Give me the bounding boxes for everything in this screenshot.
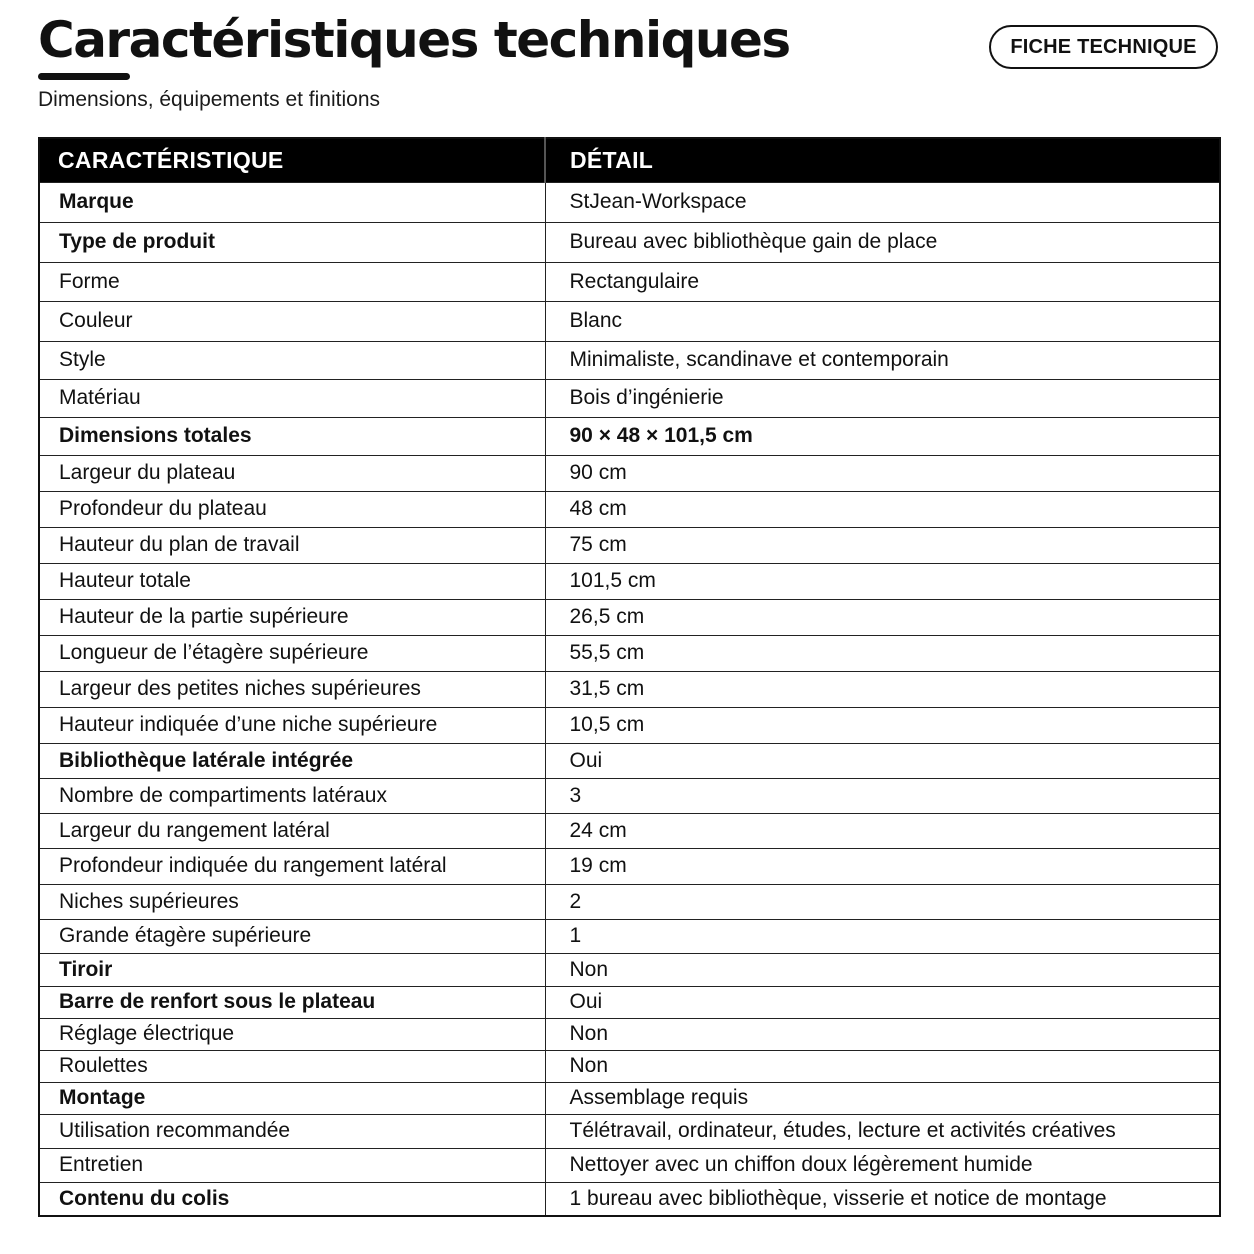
table-row [39, 1114, 1220, 1148]
spec-label: Hauteur indiquée d’une niche supérieure [39, 707, 545, 743]
specs-table [38, 137, 1221, 1217]
table-row [39, 1018, 1220, 1050]
fiche-technique-badge: FICHE TECHNIQUE [989, 25, 1218, 69]
spec-value: Nettoyer avec un chiffon doux légèrement humide [545, 1148, 1220, 1182]
spec-label: Hauteur de la partie supérieure [39, 599, 545, 635]
spec-value: Télétravail, ordinateur, études, lecture et activités créatives [545, 1114, 1220, 1148]
spec-value: 90 × 48 × 101,5 cm [545, 417, 1220, 455]
page-subtitle: Dimensions, équipements et finitions [38, 88, 381, 111]
table-row [39, 635, 1220, 671]
column-header-caracteristique: CARACTÉRISTIQUE [39, 138, 545, 182]
table-row [39, 671, 1220, 707]
spec-label: Tiroir [39, 953, 545, 986]
table-row [39, 743, 1220, 778]
spec-label: Entretien [39, 1148, 545, 1182]
table-row [39, 599, 1220, 635]
spec-label: Montage [39, 1082, 545, 1114]
spec-label: Largeur des petites niches supérieures [39, 671, 545, 707]
spec-label: Nombre de compartiments latéraux [39, 778, 545, 813]
spec-value: Non [545, 953, 1220, 986]
spec-label: Niches supérieures [39, 884, 545, 919]
table-row [39, 417, 1220, 455]
spec-label: Profondeur du plateau [39, 491, 545, 527]
spec-value: 19 cm [545, 848, 1220, 884]
spec-label: Profondeur indiquée du rangement latéral [39, 848, 545, 884]
spec-label: Contenu du colis [39, 1182, 545, 1216]
table-row [39, 919, 1220, 953]
table-row [39, 222, 1220, 262]
spec-label: Forme [39, 262, 545, 301]
table-row [39, 953, 1220, 986]
spec-value: Rectangulaire [545, 262, 1220, 301]
header-row [39, 138, 1220, 182]
spec-value: 1 bureau avec bibliothèque, visserie et notice de montage [545, 1182, 1220, 1216]
spec-label: Barre de renfort sous le plateau [39, 986, 545, 1018]
spec-value: Non [545, 1018, 1220, 1050]
table-row [39, 778, 1220, 813]
spec-value: Minimaliste, scandinave et contemporain [545, 341, 1220, 379]
spec-label: Matériau [39, 379, 545, 417]
spec-label: Dimensions totales [39, 417, 545, 455]
spec-label: Roulettes [39, 1050, 545, 1082]
table-row [39, 527, 1220, 563]
table-row [39, 455, 1220, 491]
table-row [39, 986, 1220, 1018]
spec-value: 2 [545, 884, 1220, 919]
spec-value: 10,5 cm [545, 707, 1220, 743]
table-row [39, 1050, 1220, 1082]
page-title: Caractéristiques techniques [38, 11, 790, 69]
spec-label: Utilisation recommandée [39, 1114, 545, 1148]
table-row [39, 1182, 1220, 1216]
spec-label: Hauteur totale [39, 563, 545, 599]
spec-label: Marque [39, 182, 545, 222]
table-row [39, 491, 1220, 527]
spec-value: 24 cm [545, 813, 1220, 848]
spec-label: Longueur de l’étagère supérieure [39, 635, 545, 671]
specs-table-body [39, 182, 1220, 1216]
table-row [39, 848, 1220, 884]
table-row [39, 379, 1220, 417]
spec-label: Type de produit [39, 222, 545, 262]
table-row [39, 884, 1220, 919]
spec-value: Oui [545, 986, 1220, 1018]
spec-label: Style [39, 341, 545, 379]
table-row [39, 707, 1220, 743]
title-underline [38, 73, 130, 80]
table-row [39, 563, 1220, 599]
spec-value: 90 cm [545, 455, 1220, 491]
spec-value: Bureau avec bibliothèque gain de place [545, 222, 1220, 262]
column-header-detail: DÉTAIL [545, 138, 1220, 182]
spec-label: Grande étagère supérieure [39, 919, 545, 953]
spec-value: Assemblage requis [545, 1082, 1220, 1114]
table-row [39, 182, 1220, 222]
table-row [39, 262, 1220, 301]
spec-value: Non [545, 1050, 1220, 1082]
table-row [39, 813, 1220, 848]
spec-value: 75 cm [545, 527, 1220, 563]
table-row [39, 341, 1220, 379]
spec-value: 1 [545, 919, 1220, 953]
spec-label: Couleur [39, 301, 545, 341]
spec-value: Bois d’ingénierie [545, 379, 1220, 417]
spec-value: StJean-Workspace [545, 182, 1220, 222]
table-row [39, 1082, 1220, 1114]
spec-label: Largeur du rangement latéral [39, 813, 545, 848]
spec-value: 31,5 cm [545, 671, 1220, 707]
specs-table-header [39, 138, 1220, 182]
table-row [39, 1148, 1220, 1182]
spec-value: Oui [545, 743, 1220, 778]
spec-value: 55,5 cm [545, 635, 1220, 671]
spec-label: Réglage électrique [39, 1018, 545, 1050]
table-row [39, 301, 1220, 341]
spec-value: Blanc [545, 301, 1220, 341]
spec-label: Largeur du plateau [39, 455, 545, 491]
spec-label: Bibliothèque latérale intégrée [39, 743, 545, 778]
spec-value: 48 cm [545, 491, 1220, 527]
spec-value: 101,5 cm [545, 563, 1220, 599]
spec-value: 3 [545, 778, 1220, 813]
spec-value: 26,5 cm [545, 599, 1220, 635]
spec-label: Hauteur du plan de travail [39, 527, 545, 563]
